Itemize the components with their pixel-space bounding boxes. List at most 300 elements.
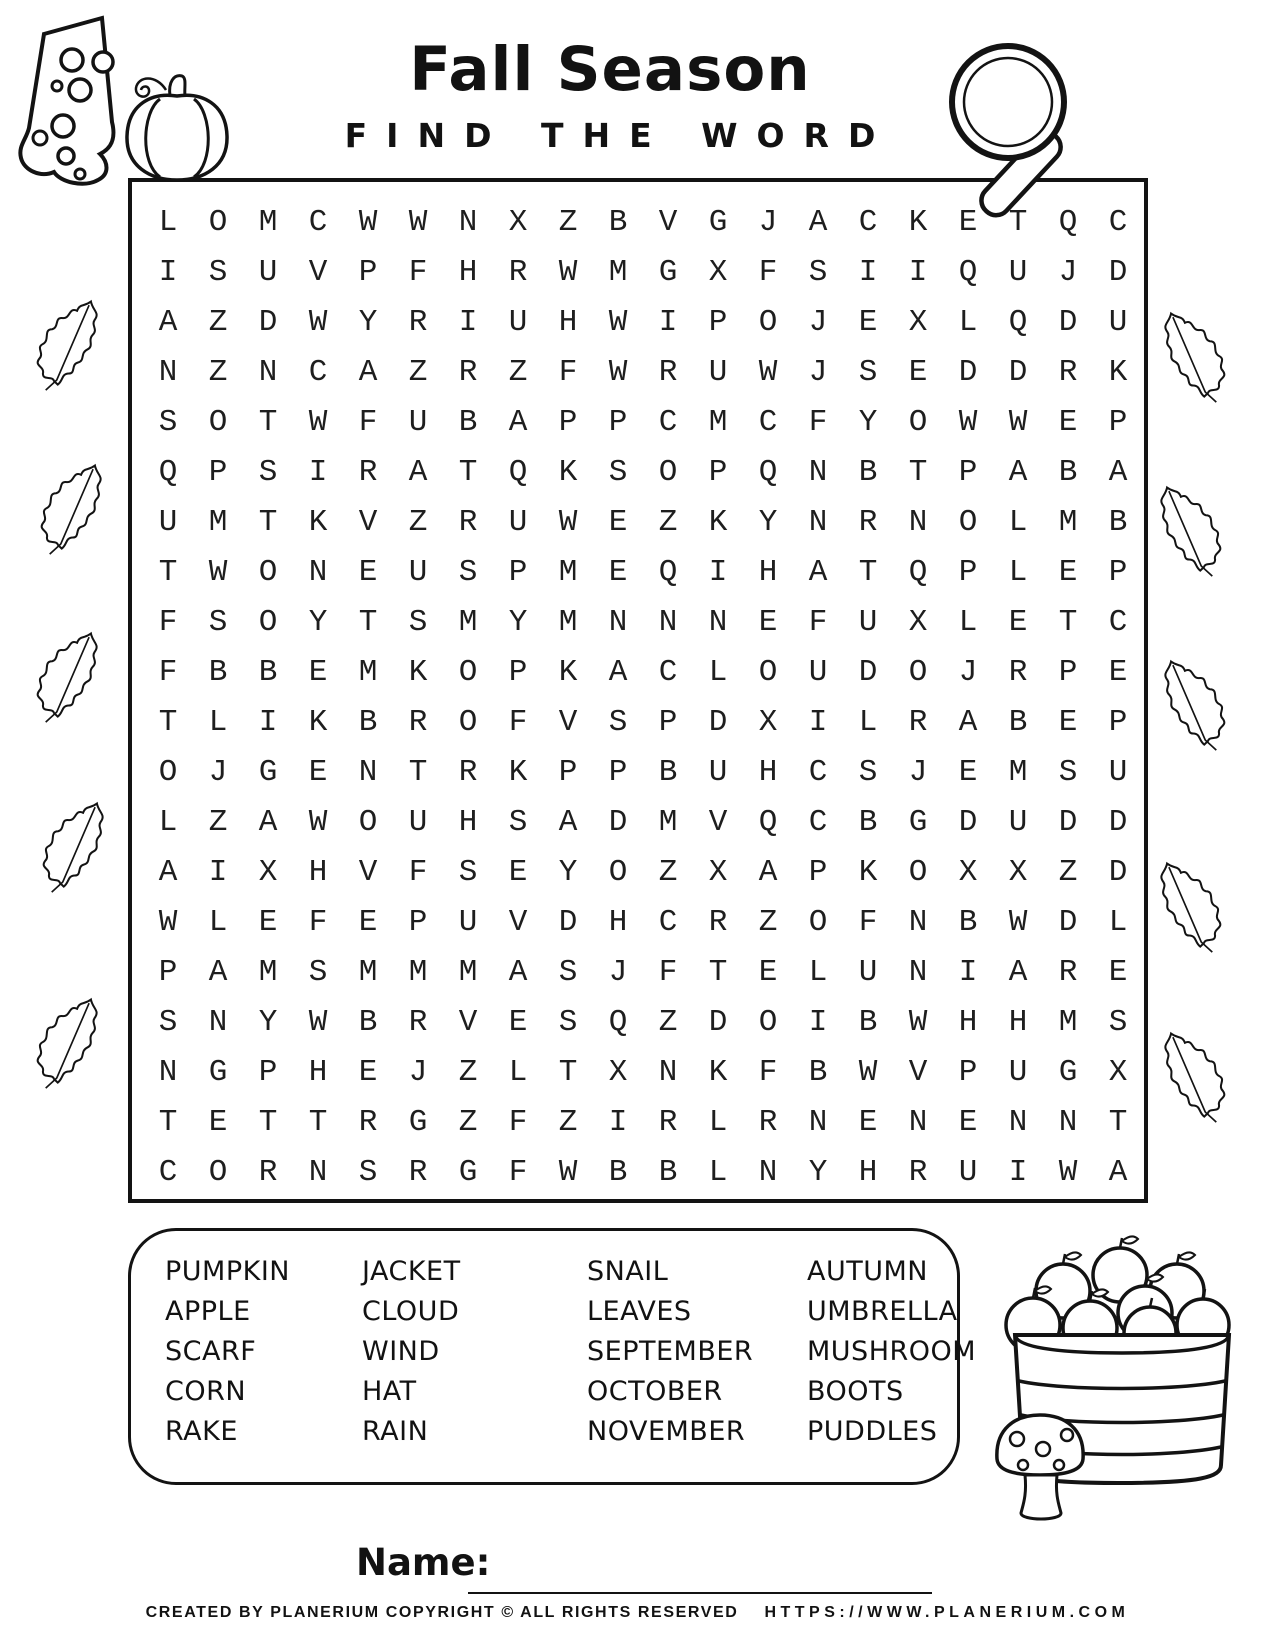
grid-letter-r7c4: K bbox=[308, 504, 328, 540]
word-list-column-3 bbox=[587, 1252, 807, 1482]
grid-letter-r19c1: T bbox=[158, 1104, 178, 1140]
grid-letter-r14c2: I bbox=[208, 854, 228, 890]
grid-letter-r15c6: P bbox=[408, 904, 428, 940]
grid-letter-r6c5: R bbox=[358, 454, 378, 490]
grid-letter-r8c14: A bbox=[808, 554, 828, 590]
grid-letter-r6c6: A bbox=[408, 454, 428, 490]
grid-letter-r4c7: R bbox=[458, 354, 478, 390]
grid-letter-r7c2: M bbox=[208, 504, 228, 540]
grid-letter-r5c10: P bbox=[608, 404, 628, 440]
word-list-column-2 bbox=[362, 1252, 587, 1482]
grid-letter-r14c9: Y bbox=[558, 854, 578, 890]
grid-letter-r10c4: E bbox=[308, 654, 328, 690]
grid-letter-r13c20: D bbox=[1108, 804, 1128, 840]
grid-letter-r6c4: I bbox=[308, 454, 328, 490]
grid-letter-r1c16: K bbox=[908, 204, 928, 240]
grid-letter-r19c19: N bbox=[1058, 1104, 1078, 1140]
grid-letter-r19c16: N bbox=[908, 1104, 928, 1140]
footer-url: HTTPS://WWW.PLANERIUM.COM bbox=[764, 1604, 1130, 1621]
grid-letter-r19c13: R bbox=[758, 1104, 778, 1140]
grid-letter-r5c19: E bbox=[1058, 404, 1078, 440]
grid-letter-r15c11: C bbox=[658, 904, 678, 940]
pumpkin-icon bbox=[112, 66, 242, 190]
grid-letter-r3c12: P bbox=[708, 304, 728, 340]
word-list-item: WIND bbox=[362, 1336, 440, 1367]
grid-letter-r9c9: M bbox=[558, 604, 578, 640]
grid-letter-r13c18: U bbox=[1008, 804, 1028, 840]
grid-letter-r2c1: I bbox=[158, 254, 178, 290]
grid-letter-r5c16: O bbox=[908, 404, 928, 440]
grid-letter-r14c1: A bbox=[158, 854, 178, 890]
grid-letter-r5c14: F bbox=[808, 404, 828, 440]
grid-letter-r16c9: S bbox=[558, 954, 578, 990]
grid-letter-r15c12: R bbox=[708, 904, 728, 940]
grid-letter-r16c14: L bbox=[808, 954, 828, 990]
grid-letter-r7c1: U bbox=[158, 504, 178, 540]
grid-letter-r10c2: B bbox=[208, 654, 228, 690]
grid-letter-r14c15: K bbox=[858, 854, 878, 890]
grid-letter-r14c18: X bbox=[1008, 854, 1028, 890]
grid-letter-r20c7: G bbox=[458, 1154, 478, 1190]
grid-letter-r14c5: V bbox=[358, 854, 378, 890]
grid-letter-r5c5: F bbox=[358, 404, 378, 440]
grid-letter-r2c19: J bbox=[1058, 254, 1078, 290]
grid-letter-r6c12: P bbox=[708, 454, 728, 490]
grid-letter-r18c15: W bbox=[858, 1054, 878, 1090]
grid-letter-r8c19: E bbox=[1058, 554, 1078, 590]
grid-letter-r4c11: R bbox=[658, 354, 678, 390]
grid-letter-r20c5: S bbox=[358, 1154, 378, 1190]
grid-letter-r16c3: M bbox=[258, 954, 278, 990]
grid-letter-r8c11: Q bbox=[658, 554, 678, 590]
grid-letter-r17c5: B bbox=[358, 1004, 378, 1040]
grid-letter-r16c6: M bbox=[408, 954, 428, 990]
grid-letter-r13c4: W bbox=[308, 804, 328, 840]
grid-letter-r1c11: V bbox=[658, 204, 678, 240]
grid-letter-r2c15: I bbox=[858, 254, 878, 290]
grid-letter-r19c9: Z bbox=[558, 1104, 578, 1140]
grid-letter-r4c6: Z bbox=[408, 354, 428, 390]
grid-letter-r16c18: A bbox=[1008, 954, 1028, 990]
grid-letter-r19c12: L bbox=[708, 1104, 728, 1140]
grid-letter-r8c4: N bbox=[308, 554, 328, 590]
grid-letter-r5c13: C bbox=[758, 404, 778, 440]
grid-letter-r3c18: Q bbox=[1008, 304, 1028, 340]
oak-leaf-icon bbox=[36, 460, 104, 556]
grid-letter-r15c2: L bbox=[208, 904, 228, 940]
grid-letter-r9c3: O bbox=[258, 604, 278, 640]
grid-letter-r15c20: L bbox=[1108, 904, 1128, 940]
word-list-item: PUDDLES bbox=[807, 1416, 938, 1447]
grid-letter-r15c7: U bbox=[458, 904, 478, 940]
grid-letter-r15c10: H bbox=[608, 904, 628, 940]
grid-letter-r15c3: E bbox=[258, 904, 278, 940]
grid-letter-r8c20: P bbox=[1108, 554, 1128, 590]
grid-letter-r6c8: Q bbox=[508, 454, 528, 490]
grid-letter-r3c16: X bbox=[908, 304, 928, 340]
grid-letter-r18c3: P bbox=[258, 1054, 278, 1090]
grid-letter-r17c15: B bbox=[858, 1004, 878, 1040]
grid-letter-r10c11: C bbox=[658, 654, 678, 690]
grid-letter-r16c20: E bbox=[1108, 954, 1128, 990]
grid-letter-r8c15: T bbox=[858, 554, 878, 590]
grid-letter-r20c16: R bbox=[908, 1154, 928, 1190]
grid-letter-r1c3: M bbox=[258, 204, 278, 240]
grid-letter-r10c5: M bbox=[358, 654, 378, 690]
grid-letter-r5c18: W bbox=[1008, 404, 1028, 440]
grid-letter-r20c10: B bbox=[608, 1154, 628, 1190]
grid-letter-r2c2: S bbox=[208, 254, 228, 290]
grid-letter-r5c3: T bbox=[258, 404, 278, 440]
grid-letter-r19c15: E bbox=[858, 1104, 878, 1140]
grid-letter-r9c15: U bbox=[858, 604, 878, 640]
grid-letter-r12c10: P bbox=[608, 754, 628, 790]
grid-letter-r11c18: B bbox=[1008, 704, 1028, 740]
grid-letter-r6c11: O bbox=[658, 454, 678, 490]
grid-letter-r19c10: I bbox=[608, 1104, 628, 1140]
grid-letter-r20c13: N bbox=[758, 1154, 778, 1190]
word-list-item: NOVEMBER bbox=[587, 1416, 746, 1447]
grid-letter-r6c13: Q bbox=[758, 454, 778, 490]
grid-letter-r6c3: S bbox=[258, 454, 278, 490]
grid-letter-r17c8: E bbox=[508, 1004, 528, 1040]
grid-letter-r18c8: L bbox=[508, 1054, 528, 1090]
grid-letter-r14c4: H bbox=[308, 854, 328, 890]
grid-letter-r12c5: N bbox=[358, 754, 378, 790]
grid-letter-r17c16: W bbox=[908, 1004, 928, 1040]
oak-leaf-icon bbox=[32, 994, 100, 1090]
grid-letter-r19c3: T bbox=[258, 1104, 278, 1140]
grid-letter-r9c10: N bbox=[608, 604, 628, 640]
grid-letter-r17c11: Z bbox=[658, 1004, 678, 1040]
grid-letter-r1c1: L bbox=[158, 204, 178, 240]
grid-letter-r3c13: O bbox=[758, 304, 778, 340]
grid-letter-r11c1: T bbox=[158, 704, 178, 740]
grid-letter-r3c20: U bbox=[1108, 304, 1128, 340]
grid-letter-r9c17: L bbox=[958, 604, 978, 640]
grid-letter-r2c8: R bbox=[508, 254, 528, 290]
grid-letter-r7c13: Y bbox=[758, 504, 778, 540]
grid-letter-r7c3: T bbox=[258, 504, 278, 540]
grid-letter-r8c8: P bbox=[508, 554, 528, 590]
grid-letter-r8c13: H bbox=[758, 554, 778, 590]
grid-letter-r1c7: N bbox=[458, 204, 478, 240]
grid-letter-r11c5: B bbox=[358, 704, 378, 740]
grid-letter-r19c7: Z bbox=[458, 1104, 478, 1140]
grid-letter-r11c9: V bbox=[558, 704, 578, 740]
grid-letter-r17c4: W bbox=[308, 1004, 328, 1040]
grid-letter-r14c17: X bbox=[958, 854, 978, 890]
grid-letter-r16c8: A bbox=[508, 954, 528, 990]
grid-letter-r4c18: D bbox=[1008, 354, 1028, 390]
grid-letter-r18c16: V bbox=[908, 1054, 928, 1090]
name-label: Name: bbox=[356, 1541, 491, 1584]
grid-letter-r15c9: D bbox=[558, 904, 578, 940]
grid-letter-r5c15: Y bbox=[858, 404, 878, 440]
grid-letter-r14c7: S bbox=[458, 854, 478, 890]
grid-letter-r12c15: S bbox=[858, 754, 878, 790]
grid-letter-r14c16: O bbox=[908, 854, 928, 890]
word-list-item: SEPTEMBER bbox=[587, 1336, 754, 1367]
grid-letter-r13c12: V bbox=[708, 804, 728, 840]
grid-letter-r20c6: R bbox=[408, 1154, 428, 1190]
grid-letter-r14c10: O bbox=[608, 854, 628, 890]
grid-letter-r18c5: E bbox=[358, 1054, 378, 1090]
grid-letter-r9c16: X bbox=[908, 604, 928, 640]
grid-letter-r3c11: I bbox=[658, 304, 678, 340]
page-subtitle: FIND THE WORD bbox=[344, 116, 895, 156]
grid-letter-r2c5: P bbox=[358, 254, 378, 290]
grid-letter-r2c10: M bbox=[608, 254, 628, 290]
grid-letter-r9c5: T bbox=[358, 604, 378, 640]
grid-letter-r19c14: N bbox=[808, 1104, 828, 1140]
grid-letter-r14c20: D bbox=[1108, 854, 1128, 890]
grid-letter-r18c20: X bbox=[1108, 1054, 1128, 1090]
grid-letter-r19c17: E bbox=[958, 1104, 978, 1140]
oak-leaf-icon bbox=[1162, 656, 1230, 752]
grid-letter-r2c13: F bbox=[758, 254, 778, 290]
grid-letter-r7c17: O bbox=[958, 504, 978, 540]
grid-letter-r8c7: S bbox=[458, 554, 478, 590]
grid-letter-r8c9: M bbox=[558, 554, 578, 590]
grid-letter-r10c17: J bbox=[958, 654, 978, 690]
grid-letter-r1c15: C bbox=[858, 204, 878, 240]
grid-letter-r4c2: Z bbox=[208, 354, 228, 390]
grid-letter-r9c6: S bbox=[408, 604, 428, 640]
grid-letter-r16c4: S bbox=[308, 954, 328, 990]
grid-letter-r9c4: Y bbox=[308, 604, 328, 640]
grid-letter-r10c15: D bbox=[858, 654, 878, 690]
apple-basket-icon bbox=[985, 1233, 1235, 1525]
grid-letter-r13c9: A bbox=[558, 804, 578, 840]
grid-letter-r11c12: D bbox=[708, 704, 728, 740]
grid-letter-r16c5: M bbox=[358, 954, 378, 990]
grid-letter-r15c17: B bbox=[958, 904, 978, 940]
grid-letter-r15c15: F bbox=[858, 904, 878, 940]
grid-letter-r7c9: W bbox=[558, 504, 578, 540]
grid-letter-r13c14: C bbox=[808, 804, 828, 840]
grid-letter-r5c12: M bbox=[708, 404, 728, 440]
word-list-item: RAKE bbox=[165, 1416, 238, 1447]
grid-letter-r12c4: E bbox=[308, 754, 328, 790]
grid-letter-r15c4: F bbox=[308, 904, 328, 940]
grid-letter-r16c13: E bbox=[758, 954, 778, 990]
grid-letter-r7c19: M bbox=[1058, 504, 1078, 540]
grid-letter-r14c11: Z bbox=[658, 854, 678, 890]
grid-letter-r20c18: I bbox=[1008, 1154, 1028, 1190]
grid-letter-r7c15: R bbox=[858, 504, 878, 540]
grid-letter-r14c8: E bbox=[508, 854, 528, 890]
grid-letter-r4c14: J bbox=[808, 354, 828, 390]
grid-letter-r4c15: S bbox=[858, 354, 878, 390]
grid-letter-r5c17: W bbox=[958, 404, 978, 440]
grid-letter-r3c10: W bbox=[608, 304, 628, 340]
grid-letter-r8c12: I bbox=[708, 554, 728, 590]
grid-letter-r4c4: C bbox=[308, 354, 328, 390]
word-list-item: UMBRELLA bbox=[807, 1296, 958, 1327]
grid-letter-r4c9: F bbox=[558, 354, 578, 390]
grid-letter-r18c1: N bbox=[158, 1054, 178, 1090]
grid-letter-r2c11: G bbox=[658, 254, 678, 290]
word-search-grid bbox=[128, 178, 1148, 1203]
grid-letter-r9c7: M bbox=[458, 604, 478, 640]
grid-letter-r2c14: S bbox=[808, 254, 828, 290]
grid-letter-r11c13: X bbox=[758, 704, 778, 740]
grid-letter-r6c16: T bbox=[908, 454, 928, 490]
grid-letter-r6c19: B bbox=[1058, 454, 1078, 490]
grid-letter-r2c18: U bbox=[1008, 254, 1028, 290]
grid-letter-r10c10: A bbox=[608, 654, 628, 690]
grid-letter-r20c19: W bbox=[1058, 1154, 1078, 1190]
grid-letter-r9c18: E bbox=[1008, 604, 1028, 640]
magnifying-glass-icon bbox=[942, 30, 1180, 252]
grid-letter-r8c3: O bbox=[258, 554, 278, 590]
grid-letter-r4c1: N bbox=[158, 354, 178, 390]
grid-letter-r13c15: B bbox=[858, 804, 878, 840]
grid-letter-r4c17: D bbox=[958, 354, 978, 390]
oak-leaf-icon bbox=[1158, 858, 1226, 954]
grid-letter-r9c20: C bbox=[1108, 604, 1128, 640]
grid-letter-r13c10: D bbox=[608, 804, 628, 840]
grid-letter-r17c10: Q bbox=[608, 1004, 628, 1040]
grid-letter-r17c19: M bbox=[1058, 1004, 1078, 1040]
grid-letter-r2c4: V bbox=[308, 254, 328, 290]
grid-letter-r11c20: P bbox=[1108, 704, 1128, 740]
grid-letter-r20c14: Y bbox=[808, 1154, 828, 1190]
grid-letter-r5c7: B bbox=[458, 404, 478, 440]
grid-letter-r12c6: T bbox=[408, 754, 428, 790]
word-list-item: JACKET bbox=[362, 1256, 461, 1287]
word-list-item: CORN bbox=[165, 1376, 247, 1407]
grid-letter-r9c14: F bbox=[808, 604, 828, 640]
grid-letter-r3c17: L bbox=[958, 304, 978, 340]
grid-letter-r12c12: U bbox=[708, 754, 728, 790]
grid-letter-r18c18: U bbox=[1008, 1054, 1028, 1090]
grid-letter-r16c16: N bbox=[908, 954, 928, 990]
grid-letter-r20c9: W bbox=[558, 1154, 578, 1190]
grid-letter-r6c1: Q bbox=[158, 454, 178, 490]
grid-letter-r17c7: V bbox=[458, 1004, 478, 1040]
grid-letter-r12c18: M bbox=[1008, 754, 1028, 790]
grid-letter-r19c2: E bbox=[208, 1104, 228, 1140]
grid-letter-r20c17: U bbox=[958, 1154, 978, 1190]
grid-letter-r17c20: S bbox=[1108, 1004, 1128, 1040]
grid-letter-r16c2: A bbox=[208, 954, 228, 990]
grid-letter-r4c10: W bbox=[608, 354, 628, 390]
grid-letter-r1c14: A bbox=[808, 204, 828, 240]
grid-letter-r15c18: W bbox=[1008, 904, 1028, 940]
grid-letter-r3c5: Y bbox=[358, 304, 378, 340]
grid-letter-r11c15: L bbox=[858, 704, 878, 740]
grid-letter-r20c15: H bbox=[858, 1154, 878, 1190]
grid-letter-r8c6: U bbox=[408, 554, 428, 590]
grid-letter-r16c17: I bbox=[958, 954, 978, 990]
grid-letter-r20c4: N bbox=[308, 1154, 328, 1190]
grid-letter-r10c3: B bbox=[258, 654, 278, 690]
grid-letter-r4c3: N bbox=[258, 354, 278, 390]
grid-letter-r16c19: R bbox=[1058, 954, 1078, 990]
word-list-item: LEAVES bbox=[587, 1296, 692, 1327]
grid-letter-r4c13: W bbox=[758, 354, 778, 390]
grid-letter-r19c11: R bbox=[658, 1104, 678, 1140]
grid-letter-r17c2: N bbox=[208, 1004, 228, 1040]
grid-letter-r4c20: K bbox=[1108, 354, 1128, 390]
grid-letter-r5c6: U bbox=[408, 404, 428, 440]
grid-letter-r6c15: B bbox=[858, 454, 878, 490]
header bbox=[250, 34, 970, 156]
grid-letter-r12c14: C bbox=[808, 754, 828, 790]
grid-letter-r18c4: H bbox=[308, 1054, 328, 1090]
grid-letter-r3c4: W bbox=[308, 304, 328, 340]
oak-leaf-icon bbox=[32, 628, 100, 724]
grid-letter-r10c13: O bbox=[758, 654, 778, 690]
grid-letter-r10c19: P bbox=[1058, 654, 1078, 690]
grid-letter-r1c18: T bbox=[1008, 204, 1028, 240]
grid-letter-r5c1: S bbox=[158, 404, 178, 440]
grid-letter-r12c2: J bbox=[208, 754, 228, 790]
grid-letter-r7c8: U bbox=[508, 504, 528, 540]
grid-letter-r1c2: O bbox=[208, 204, 228, 240]
grid-letter-r15c1: W bbox=[158, 904, 178, 940]
grid-letter-r3c8: U bbox=[508, 304, 528, 340]
grid-letter-r15c8: V bbox=[508, 904, 528, 940]
grid-letter-r17c1: S bbox=[158, 1004, 178, 1040]
grid-letter-r15c16: N bbox=[908, 904, 928, 940]
grid-letter-r11c19: E bbox=[1058, 704, 1078, 740]
footer bbox=[0, 1604, 1275, 1622]
grid-letter-r12c1: O bbox=[158, 754, 178, 790]
grid-letter-r14c12: X bbox=[708, 854, 728, 890]
grid-letter-r19c8: F bbox=[508, 1104, 528, 1140]
grid-letter-r4c8: Z bbox=[508, 354, 528, 390]
grid-letter-r13c13: Q bbox=[758, 804, 778, 840]
word-list-item: MUSHROOM bbox=[807, 1336, 977, 1367]
grid-letter-r18c7: Z bbox=[458, 1054, 478, 1090]
grid-letter-r19c18: N bbox=[1008, 1104, 1028, 1140]
word-list-item: AUTUMN bbox=[807, 1256, 928, 1287]
grid-letter-r7c6: Z bbox=[408, 504, 428, 540]
grid-letter-r12c20: U bbox=[1108, 754, 1128, 790]
grid-letter-r12c17: E bbox=[958, 754, 978, 790]
grid-letter-r10c16: O bbox=[908, 654, 928, 690]
grid-letter-r8c2: W bbox=[208, 554, 228, 590]
grid-letter-r9c8: Y bbox=[508, 604, 528, 640]
grid-letter-r11c3: I bbox=[258, 704, 278, 740]
grid-letter-r18c10: X bbox=[608, 1054, 628, 1090]
grid-letter-r2c7: H bbox=[458, 254, 478, 290]
grid-letter-r7c20: B bbox=[1108, 504, 1128, 540]
grid-letter-r1c4: C bbox=[308, 204, 328, 240]
word-list-column-1 bbox=[165, 1252, 362, 1482]
grid-letter-r12c8: K bbox=[508, 754, 528, 790]
grid-letter-r16c7: M bbox=[458, 954, 478, 990]
grid-letter-r3c15: E bbox=[858, 304, 878, 340]
grid-letter-r13c11: M bbox=[658, 804, 678, 840]
grid-letter-r17c6: R bbox=[408, 1004, 428, 1040]
grid-letter-r13c7: H bbox=[458, 804, 478, 840]
oak-leaf-icon bbox=[1158, 482, 1226, 578]
word-list-item: BOOTS bbox=[807, 1376, 904, 1407]
grid-letter-r15c19: D bbox=[1058, 904, 1078, 940]
mushroom-icon bbox=[997, 1415, 1083, 1519]
name-input-line[interactable] bbox=[468, 1592, 932, 1594]
grid-letter-r18c13: F bbox=[758, 1054, 778, 1090]
grid-letter-r16c10: J bbox=[608, 954, 628, 990]
grid-letter-r3c9: H bbox=[558, 304, 578, 340]
grid-letter-r20c11: B bbox=[658, 1154, 678, 1190]
grid-letter-r7c16: N bbox=[908, 504, 928, 540]
grid-letter-r13c2: Z bbox=[208, 804, 228, 840]
